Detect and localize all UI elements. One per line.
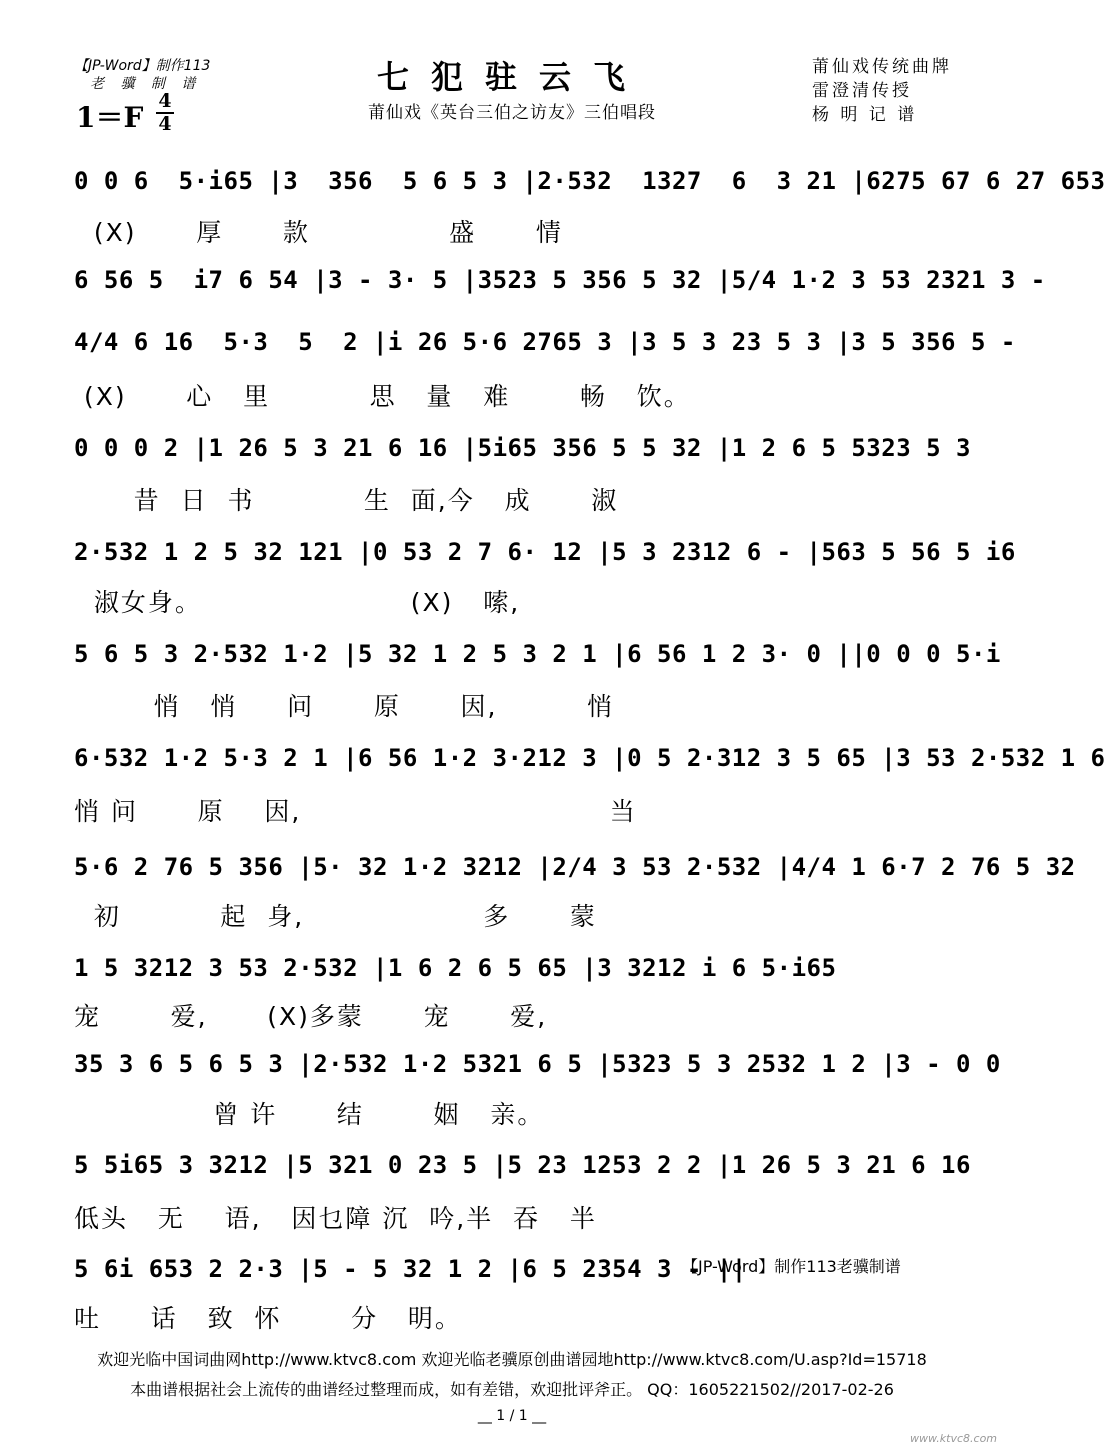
credit-line-3: 杨 明 记 谱 bbox=[812, 105, 918, 125]
song-title: 七犯驻云飞 bbox=[376, 58, 647, 96]
lyrics-row-12: 吐 话 致 怀 分 明。 bbox=[74, 1304, 462, 1333]
notation-row-1: 0 0 6 5·i65 |3 356 5 6 5 3 |2·532 1327 6 3 21 |6275 67 6 27 653 bbox=[74, 167, 1106, 195]
lyrics-row-10: 曾 许 结 姻 亲。 bbox=[74, 1100, 545, 1129]
notation-row-6: 5 6 5 3 2·532 1·2 |5 32 1 2 5 3 2 1 |6 56 1 2 3· 0 ||0 0 0 5·i bbox=[74, 640, 1001, 668]
lyrics-row-8: 初 起 身, 多 蒙 bbox=[74, 902, 597, 931]
maker-credit-sub: 老 骥 制 谱 bbox=[90, 76, 202, 92]
lyrics-row-4: 昔 日 书 生 面,今 成 淑 bbox=[74, 486, 619, 515]
notation-row-9: 1 5 3212 3 53 2·532 |1 6 2 6 5 65 |3 3212 i 6 5·i65 bbox=[74, 954, 837, 982]
notation-row-11: 5 5i65 3 3212 |5 321 0 23 5 |5 23 1253 2 2 |1 26 5 3 21 6 16 bbox=[74, 1151, 971, 1179]
footer-links: 欢迎光临中国词曲网http://www.ktvc8.com 欢迎光临老骥原创曲谱园地http://www.ktvc8.com/U.asp?Id=15718 bbox=[97, 1350, 927, 1369]
page-number: __ 1 / 1 __ bbox=[477, 1408, 547, 1424]
site-watermark: www.ktvc8.com bbox=[910, 1432, 998, 1445]
lyrics-row-5: 淑女身。 (X) 嗦, bbox=[74, 588, 521, 617]
maker-note: 【JP-Word】制作113老骥制谱 bbox=[682, 1257, 901, 1276]
notation-row-4: 0 0 0 2 |1 26 5 3 21 6 16 |5i65 356 5 5 32 |1 2 6 5 5323 5 3 bbox=[74, 434, 971, 462]
notation-row-7: 6·532 1·2 5·3 2 1 |6 56 1·2 3·212 3 |0 5 2·312 3 5 65 |3 53 2·532 1 6 bbox=[74, 744, 1106, 772]
song-subtitle: 莆仙戏《英台三伯之访友》三伯唱段 bbox=[368, 103, 656, 123]
notation-row-8: 5·6 2 76 5 356 |5· 32 1·2 3212 |2/4 3 53 2·532 |4/4 1 6·7 2 76 5 32 bbox=[74, 853, 1076, 881]
time-signature-top: 4 bbox=[158, 90, 172, 112]
notation-row-5: 2·532 1 2 5 32 121 |0 53 2 7 6· 12 |5 3 2312 6 - |563 5 56 5 i6 bbox=[74, 538, 1016, 566]
time-signature-bottom: 4 bbox=[158, 113, 172, 135]
notation-row-3: 4/4 6 16 5·3 5 2 |i 26 5·6 2765 3 |3 5 3 23 5 3 |3 5 356 5 - bbox=[74, 328, 1016, 356]
lyrics-row-3: (X) 心 里 思 量 难 畅 饮。 bbox=[74, 382, 691, 411]
key-signature: 1＝F bbox=[76, 101, 144, 134]
notation-row-12: 5 6i 653 2 2·3 |5 - 5 32 1 2 |6 5 2354 3 - || bbox=[74, 1255, 747, 1283]
credit-line-1: 莆仙戏传统曲牌 bbox=[812, 57, 952, 77]
credit-line-2: 雷澄清传授 bbox=[812, 81, 912, 101]
footer-note: 本曲谱根据社会上流传的曲谱经过整理而成，如有差错，欢迎批评斧正。 QQ：1605221502//2017-02-26 bbox=[130, 1380, 894, 1399]
notation-row-2: 6 56 5 i7 6 54 |3 - 3· 5 |3523 5 356 5 32 |5/4 1·2 3 53 2321 3 - bbox=[74, 266, 1046, 294]
lyrics-row-6: 悄 悄 问 原 因, 悄 bbox=[74, 692, 614, 721]
maker-credit: 【JP-Word】制作113 bbox=[74, 58, 211, 74]
lyrics-row-1: (X) 厚 款 盛 情 bbox=[74, 218, 563, 247]
lyrics-row-11: 低头 无 语, 因乜障 沉 吟,半 吞 半 bbox=[74, 1204, 597, 1233]
notation-row-10: 35 3 6 5 6 5 3 |2·532 1·2 5321 6 5 |5323 5 3 2532 1 2 |3 - 0 0 bbox=[74, 1050, 1001, 1078]
lyrics-row-7: 悄 问 原 因, 当 bbox=[74, 797, 637, 826]
lyrics-row-9: 宠 爱, (X)多蒙 宠 爱, bbox=[74, 1002, 548, 1031]
